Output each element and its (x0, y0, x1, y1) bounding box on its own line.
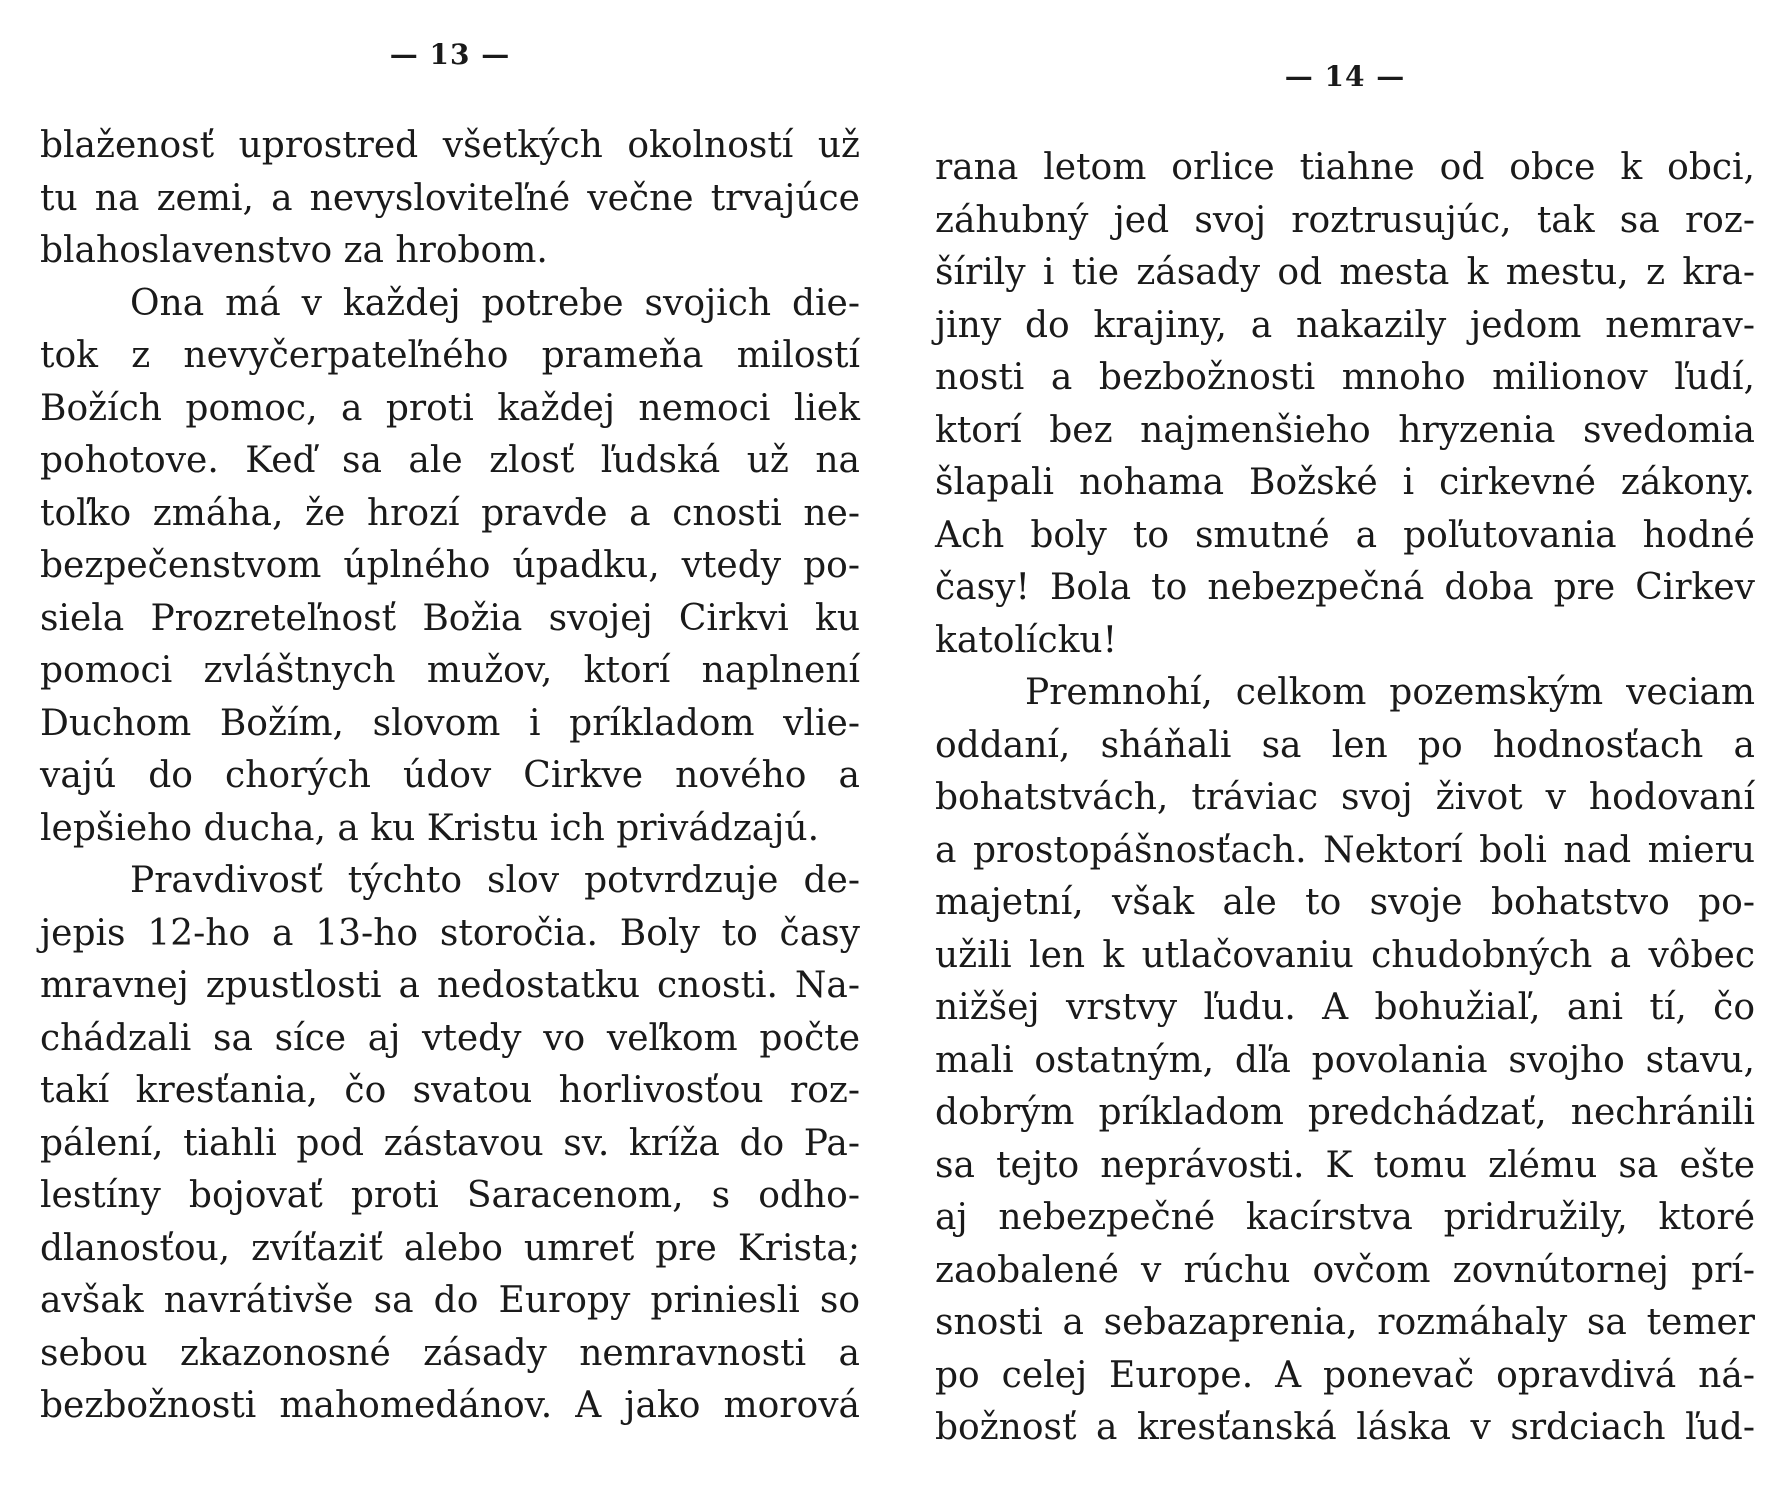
right-page (935, 0, 1755, 1500)
text-line: majetní, však ale to svoje bohatstvo po- (935, 882, 1755, 923)
text-line: toľko zmáha, že hrozí pravde a cnosti ne- (40, 492, 860, 534)
text-line: vajú do chorých údov Cirkve nového a (40, 755, 860, 796)
text-line: katolícku! (935, 619, 1118, 661)
text-line: zaobalené v rúchu ovčom zovnútornej prí- (935, 1249, 1755, 1291)
text-line: šírily i tie zásady od mesta k mestu, z kra- (935, 252, 1755, 293)
text-line: po celej Europe. A ponevač opravdivá ná- (935, 1354, 1755, 1396)
text-line: užili len k utlačovaniu chudobných a vôbec (935, 934, 1755, 976)
text-line: nižšej vrstvy ľudu. A bohužiaľ, ani tí, čo (935, 987, 1755, 1028)
text-line: Ach boly to smutné a poľutovania hodné (935, 514, 1755, 556)
text-line: siela Prozreteľnosť Božia svojej Cirkvi ku (40, 597, 860, 639)
text-line: pomoci zvláštnych mužov, ktorí naplnení (40, 650, 860, 691)
text-line: záhubný jed svoj roztrusujúc, tak sa roz- (935, 199, 1755, 241)
text-line: pálení, tiahli pod zástavou sv. kríža do Pa- (40, 1122, 860, 1164)
text-line: Pravdivosť týchto slov potvrdzuje de- (130, 860, 860, 901)
text-line: takí kresťania, čo svatou horlivosťou roz- (40, 1070, 860, 1111)
text-line: dobrým príkladom predchádzať, nechránili (935, 1092, 1755, 1133)
text-line: božnosť a kresťanská láska v srdciach ľud- (935, 1407, 1755, 1448)
page-number-left: — 13 — (389, 38, 511, 71)
text-line: avšak navrátivše sa do Europy priniesli so (40, 1280, 860, 1321)
text-line: sebou zkazonosné zásady nemravnosti a (40, 1332, 860, 1374)
text-line: bohatstvách, tráviac svoj život v hodovaní (935, 777, 1755, 818)
text-line: bezpečenstvom úplného úpadku, vtedy po- (40, 545, 860, 586)
text-line: lestíny bojovať proti Saracenom, s odho- (40, 1175, 860, 1216)
text-line: jiny do krajiny, a nakazily jedom nemrav- (935, 304, 1755, 346)
text-line: lepšieho ducha, a ku Kristu ich privádzajú. (40, 807, 820, 849)
right-page-text (935, 142, 1755, 1455)
text-line: mali ostatným, dľa povolania svojho stavu, (935, 1039, 1755, 1081)
text-line: Ona má v každej potrebe svojich die- (130, 282, 860, 324)
text-line: tok z nevyčerpateľného prameňa milostí (40, 335, 860, 376)
text-line: oddaní, sháňali sa len po hodnosťach a (935, 724, 1755, 766)
text-line: rana letom orlice tiahne od obce k obci, (935, 147, 1755, 188)
left-page-text (40, 120, 860, 1433)
text-line: ktorí bez najmenšieho hryzenia svedomia (935, 409, 1755, 451)
text-line: jepis 12-ho a 13-ho storočia. Boly to časy (40, 912, 860, 954)
text-line: a prostopášnosťach. Nektorí boli nad mieru (935, 829, 1755, 871)
text-line: Duchom Božím, slovom i príkladom vlie- (40, 702, 860, 744)
text-line: Božích pomoc, a proti každej nemoci liek (40, 387, 860, 429)
text-line: pohotove. Keď sa ale zlosť ľudská už na (40, 440, 860, 481)
text-line: snosti a sebazaprenia, rozmáhaly sa temer (935, 1302, 1755, 1343)
text-line: mravnej zpustlosti a nedostatku cnosti. Na- (40, 965, 860, 1006)
text-line: Premnohí, celkom pozemským veciam (1025, 672, 1755, 713)
text-line: bezbožnosti mahomedánov. A jako morová (40, 1385, 860, 1426)
text-line: nosti a bezbožnosti mnoho milionov ľudí, (935, 357, 1755, 398)
text-line: dlanosťou, zvíťaziť alebo umreť pre Krista; (40, 1227, 860, 1269)
text-line: blahoslavenstvo za hrobom. (40, 230, 548, 271)
text-line: aj nebezpečné kacírstva pridružily, ktoré (935, 1197, 1755, 1238)
text-line: šlapali nohama Božské i cirkevné zákony. (935, 462, 1755, 503)
text-line: chádzali sa síce aj vtedy vo veľkom počte (40, 1017, 860, 1059)
left-page (40, 0, 860, 1500)
text-line: sa tejto neprávosti. K tomu zlému sa ešte (935, 1144, 1755, 1186)
text-line: tu na zemi, a nevysloviteľné večne trvajúce (40, 177, 860, 219)
text-line: blaženosť uprostred všetkých okolností už (40, 125, 860, 166)
text-line: časy! Bola to nebezpečná doba pre Cirkev (935, 567, 1755, 608)
page-number-right: — 14 — (1284, 60, 1406, 93)
